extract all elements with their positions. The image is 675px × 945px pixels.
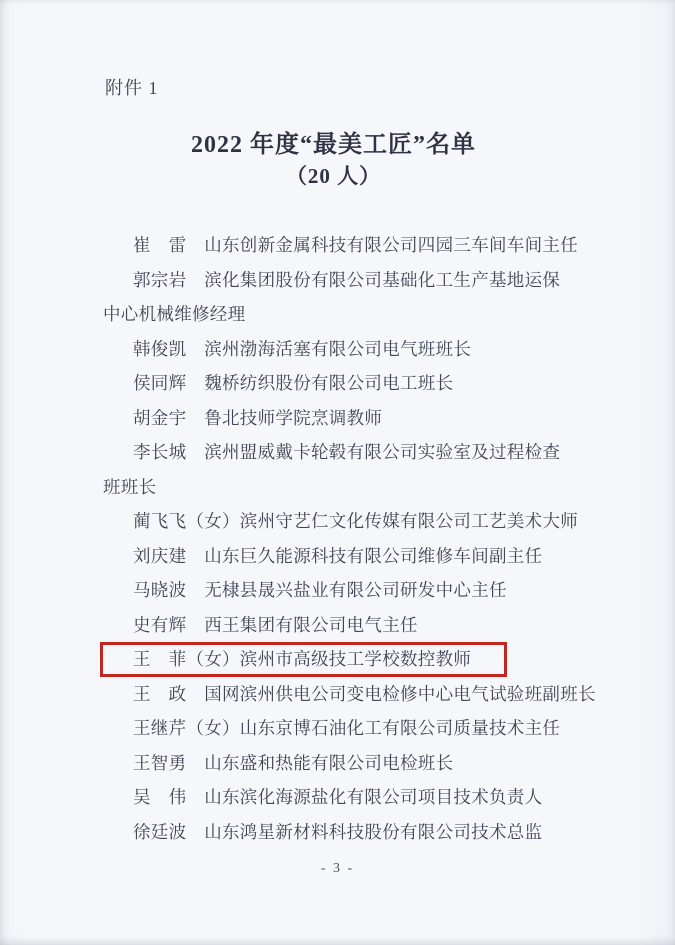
list-line: 侯同辉 魏桥纺织股份有限公司电工班长 xyxy=(133,373,454,393)
list-line: 班班长 xyxy=(103,476,157,497)
list-line: 韩俊凯 滨州渤海活塞有限公司电气班班长 xyxy=(133,338,472,359)
page-number: - 3 - xyxy=(320,861,355,876)
list-line: 王 政 国网滨州供电公司变电检修中心电气试验班副班长 xyxy=(133,683,596,704)
list-line: 李长城 滨州盟威戴卡轮毂有限公司实验室及过程检查 xyxy=(133,442,561,462)
list-line-highlighted: 王 菲（女）滨州市高级技工学校数控教师 xyxy=(100,642,507,677)
list-line: 刘庆建 山东巨久能源科技有限公司维修车间副主任 xyxy=(133,545,543,566)
document-subtitle: （20 人） xyxy=(285,164,382,188)
list-line: 蔺飞飞（女）滨州守艺仁文化传媒有限公司工艺美术大师 xyxy=(133,511,578,531)
list-line: 徐廷波 山东鸿星新材料科技股份有限公司技术总监 xyxy=(133,821,543,842)
list-line: 王智勇 山东盛和热能有限公司电检班长 xyxy=(133,752,454,773)
list-line: 中心机械维修经理 xyxy=(103,304,246,324)
document-title: 2022 年度“最美工匠”名单 xyxy=(191,132,476,158)
awardee-list xyxy=(103,228,643,849)
list-line: 胡金宇 鲁北技师学院烹调教师 xyxy=(133,407,383,428)
list-line: 郭宗岩 滨化集团股份有限公司基础化工生产基地运保 xyxy=(133,269,561,290)
list-line: 史有辉 西王集团有限公司电气主任 xyxy=(133,614,418,635)
attachment-label: 附件 1 xyxy=(105,78,159,98)
list-line: 吴 伟 山东滨化海源盐化有限公司项目技术负责人 xyxy=(133,787,543,807)
list-line: 王继芹（女）山东京博石油化工有限公司质量技术主任 xyxy=(133,718,561,738)
list-line: 崔 雷 山东创新金属科技有限公司四园三车间车间主任 xyxy=(133,235,578,255)
list-line: 马晓波 无棣县晟兴盐业有限公司研发中心主任 xyxy=(133,580,507,600)
